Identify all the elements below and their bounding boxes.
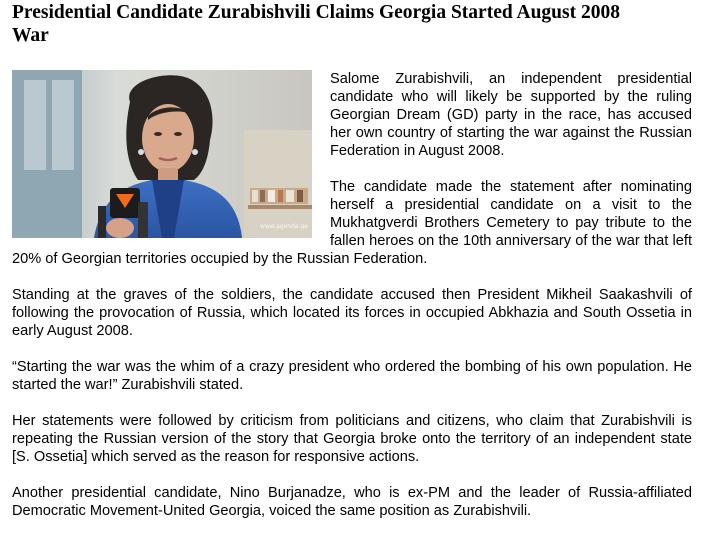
article-paragraph-6: Another presidential candidate, Nino Burjanadze, who is ex-PM and the leader of Russia-affiliated Democratic Movement-United Georgia, voiced the same position as Zurabishvili.	[12, 485, 692, 519]
article-paragraph-5: Her statements were followed by criticism from politicians and citizens, who claim that Zurabishvili is repeating the Russian version of the story that Georgia broke onto the territory of an independent state [S. Ossetia] which served as the reason for responsive actions.	[12, 413, 692, 465]
article-paragraph-2: The candidate made the statement after nominating herself a presidential candidate on a visit to the Mukhatgverdi Brothers Cemetery to pay tribute to the fallen heroes on the 10th anniversary of the war that left 20% of Georgian territories occupied by the Russian Federation.	[12, 179, 692, 267]
article-photo	[12, 70, 312, 238]
article-paragraph-3: Standing at the graves of the soldiers, the candidate accused then President Mikheil Saakashvili of following the provocation of Russia, which located its forces in occupied Abkhazia and South Ossetia in early August 2008.	[12, 287, 692, 339]
portrait-image	[12, 70, 312, 238]
article	[12, 0, 692, 538]
article-body	[12, 70, 692, 520]
article-paragraph-1: Salome Zurabishvili, an independent presidential candidate who will likely be supported by the ruling Georgian Dream (GD) party in the race, has accused her own country of starting the war against the Russian Federation in August 2008.	[330, 71, 692, 159]
photo-credit: www.agenda.ge	[260, 223, 308, 230]
article-paragraph-4: “Starting the war was the whim of a crazy president who ordered the bombing of his own population. He started the war!” Zurabishvili stated.	[12, 359, 692, 393]
article-headline: Presidential Candidate Zurabishvili Claims Georgia Started August 2008 War	[12, 2, 620, 46]
